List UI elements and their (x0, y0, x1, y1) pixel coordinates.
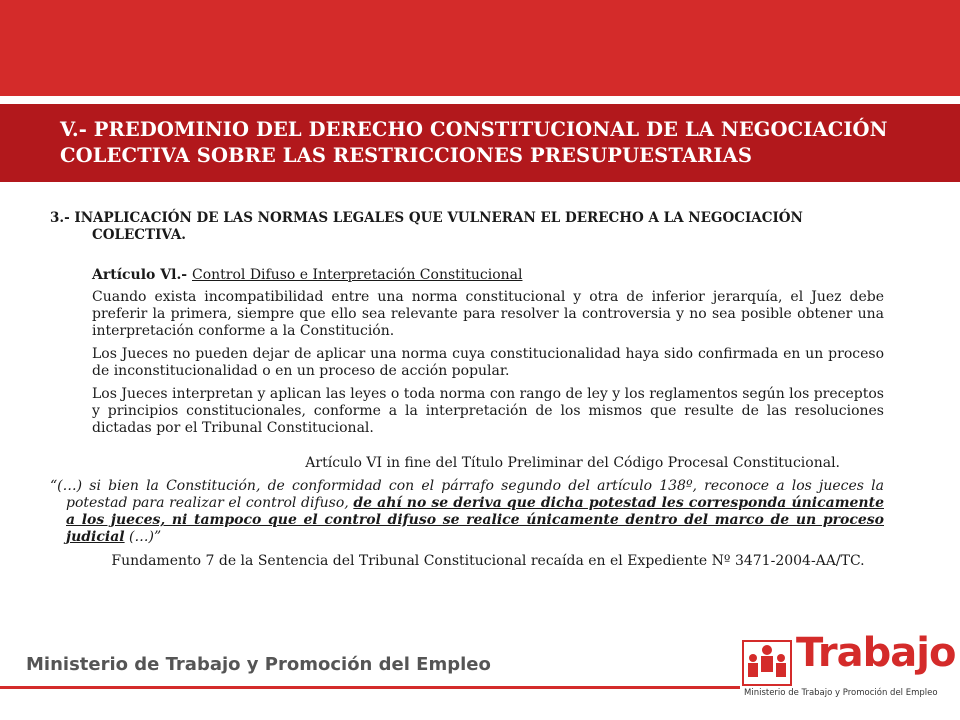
article-label: Artículo Vl.- (92, 267, 192, 283)
title-bar (0, 104, 960, 182)
section-heading: 3.- INAPLICACIÓN DE LAS NORMAS LEGALES QUE VULNERAN EL DERECHO A LA NEGOCIACIÓN COLECTIVA. (50, 210, 803, 243)
article-title (92, 267, 884, 284)
logo-subtitle: Ministerio de Trabajo y Promoción del Empleo (744, 688, 938, 698)
footer-line (0, 686, 740, 689)
top-red-band (0, 0, 960, 96)
article-paragraph: Cuando exista incompatibilidad entre una norma constitucional y otra de inferior jerarquía, el Juez debe preferir la primera, siempre que ello sea relevante para resolver la controversia y no sea posible obtener una interpretación conforme a la Constitución. (92, 289, 884, 339)
article-citation: Artículo VI in fine del Título Preliminar del Código Procesal Constitucional. (305, 455, 840, 471)
quote-tail: (…)” (124, 529, 162, 545)
fundamento-citation: Fundamento 7 de la Sentencia del Tribunal Constitucional recaída en el Expediente Nº 3471-2004-AA/TC. (111, 553, 865, 569)
slide-content (50, 210, 884, 570)
people-icon (742, 640, 792, 686)
trabajo-logo (742, 630, 956, 708)
quote-underlined: de ahí no se deriva que dicha potestad les corresponda únicamente a los jueces, ni tampoco que el control difuso se realice únicamente dentro del marco de un proceso judicial (66, 495, 884, 545)
logo-word: Trabajo (796, 630, 956, 676)
jurisprudence-quote (50, 478, 884, 546)
band-separator (0, 96, 960, 104)
article-paragraph: Los Jueces no pueden dejar de aplicar una norma cuya constitucionalidad haya sido confirmada en un proceso de inconstitucionalidad o en un proceso de acción popular. (92, 346, 884, 379)
quote-lead: “(…) si bien la Constitución, de conformidad con el párrafo segundo del artículo 138º, reconoce a los jueces la potestad para realizar el control difuso, (50, 478, 884, 511)
slide-title: V.- PREDOMINIO DEL DERECHO CONSTITUCIONAL DE LA NEGOCIACIÓN COLECTIVA SOBRE LAS RESTRICCIONES PRESUPUESTARIAS (60, 118, 888, 167)
article-paragraph: Los Jueces interpretan y aplican las leyes o toda norma con rango de ley y los reglamentos según los preceptos y principios constitucionales, conforme a la interpretación de los mismos que resulte de las resoluciones dictadas por el Tribunal Constitucional. (92, 386, 884, 436)
article-name: Control Difuso e Interpretación Constitucional (192, 267, 523, 283)
ministry-name: Ministerio de Trabajo y Promoción del Empleo (26, 654, 491, 675)
